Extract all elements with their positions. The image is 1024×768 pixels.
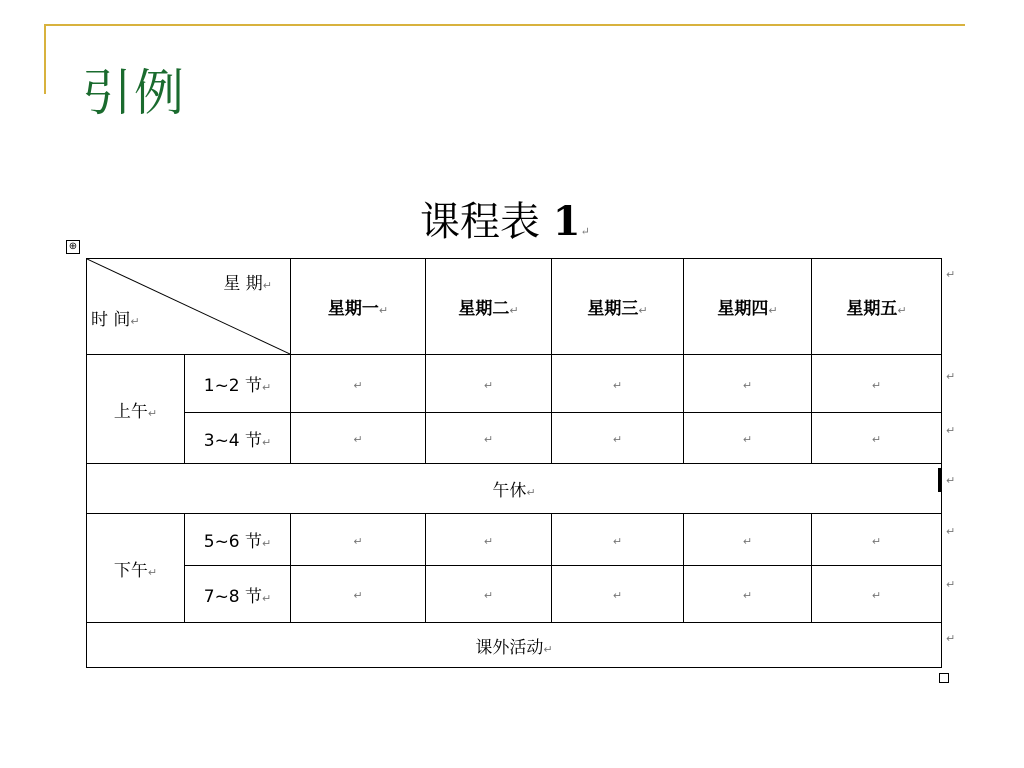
table-cell[interactable]: ↵ xyxy=(426,566,552,623)
table-cell[interactable]: ↵ xyxy=(426,355,552,413)
header-day-1[interactable]: 星期一↵ xyxy=(291,259,426,355)
table-row xyxy=(87,514,942,566)
row-end-mark: ↵ xyxy=(946,474,956,487)
table-cell[interactable]: ↵ xyxy=(552,413,684,464)
lesson-7-8[interactable]: 7~8 节↵ xyxy=(185,566,291,623)
slide-title: 引例 xyxy=(82,64,186,122)
table-row xyxy=(87,566,942,623)
table-cell[interactable]: ↵ xyxy=(552,514,684,566)
table-move-handle-icon[interactable]: ⊕ xyxy=(66,240,80,254)
table-cell[interactable]: ↵ xyxy=(291,413,426,464)
table-cell[interactable]: ↵ xyxy=(291,514,426,566)
table-resize-handle[interactable] xyxy=(939,673,949,683)
para-mark: ↵ xyxy=(580,225,590,238)
text-cursor xyxy=(938,468,941,492)
table-row xyxy=(87,355,942,413)
header-day-4[interactable]: 星期四↵ xyxy=(684,259,812,355)
table-cell[interactable]: ↵ xyxy=(684,514,812,566)
table-cell[interactable]: ↵ xyxy=(812,514,942,566)
table-cell[interactable]: ↵ xyxy=(426,413,552,464)
lunch-cell[interactable]: 午休↵ xyxy=(87,464,942,514)
afternoon-label[interactable]: 下午↵ xyxy=(87,514,185,623)
header-day-5[interactable]: 星期五↵ xyxy=(812,259,942,355)
row-end-mark: ↵ xyxy=(946,268,956,281)
table-cell[interactable]: ↵ xyxy=(812,413,942,464)
top-rule xyxy=(44,24,965,26)
table-cell[interactable]: ↵ xyxy=(812,566,942,623)
activity-row xyxy=(87,623,942,668)
activity-cell[interactable]: 课外活动↵ xyxy=(87,623,942,668)
row-end-mark: ↵ xyxy=(946,370,956,383)
row-end-mark: ↵ xyxy=(946,578,956,591)
schedule-table xyxy=(86,258,942,668)
corner-cell[interactable] xyxy=(87,259,291,355)
morning-label[interactable]: 上午↵ xyxy=(87,355,185,464)
table-cell[interactable]: ↵ xyxy=(426,514,552,566)
table-cell[interactable]: ↵ xyxy=(684,413,812,464)
lesson-3-4[interactable]: 3~4 节↵ xyxy=(185,413,291,464)
table-title-text: 课程表 xyxy=(420,199,540,245)
corner-label-week: 星 期↵ xyxy=(223,274,272,294)
table-cell[interactable]: ↵ xyxy=(291,355,426,413)
header-row xyxy=(87,259,942,355)
row-end-mark: ↵ xyxy=(946,632,956,645)
table-cell[interactable]: ↵ xyxy=(552,355,684,413)
lesson-1-2[interactable]: 1~2 节↵ xyxy=(185,355,291,413)
lunch-row xyxy=(87,464,942,514)
header-day-3[interactable]: 星期三↵ xyxy=(552,259,684,355)
table-cell[interactable]: ↵ xyxy=(291,566,426,623)
row-end-mark: ↵ xyxy=(946,424,956,437)
table-cell[interactable]: ↵ xyxy=(552,566,684,623)
table-title xyxy=(420,198,590,245)
table-title-number: 1 xyxy=(552,198,581,245)
table-cell[interactable]: ↵ xyxy=(684,355,812,413)
table-cell[interactable]: ↵ xyxy=(684,566,812,623)
header-day-2[interactable]: 星期二↵ xyxy=(426,259,552,355)
row-end-mark: ↵ xyxy=(946,525,956,538)
left-rule xyxy=(44,24,46,94)
corner-label-time: 时 间↵ xyxy=(91,310,140,330)
table-cell[interactable]: ↵ xyxy=(812,355,942,413)
lesson-5-6[interactable]: 5~6 节↵ xyxy=(185,514,291,566)
table-row xyxy=(87,413,942,464)
